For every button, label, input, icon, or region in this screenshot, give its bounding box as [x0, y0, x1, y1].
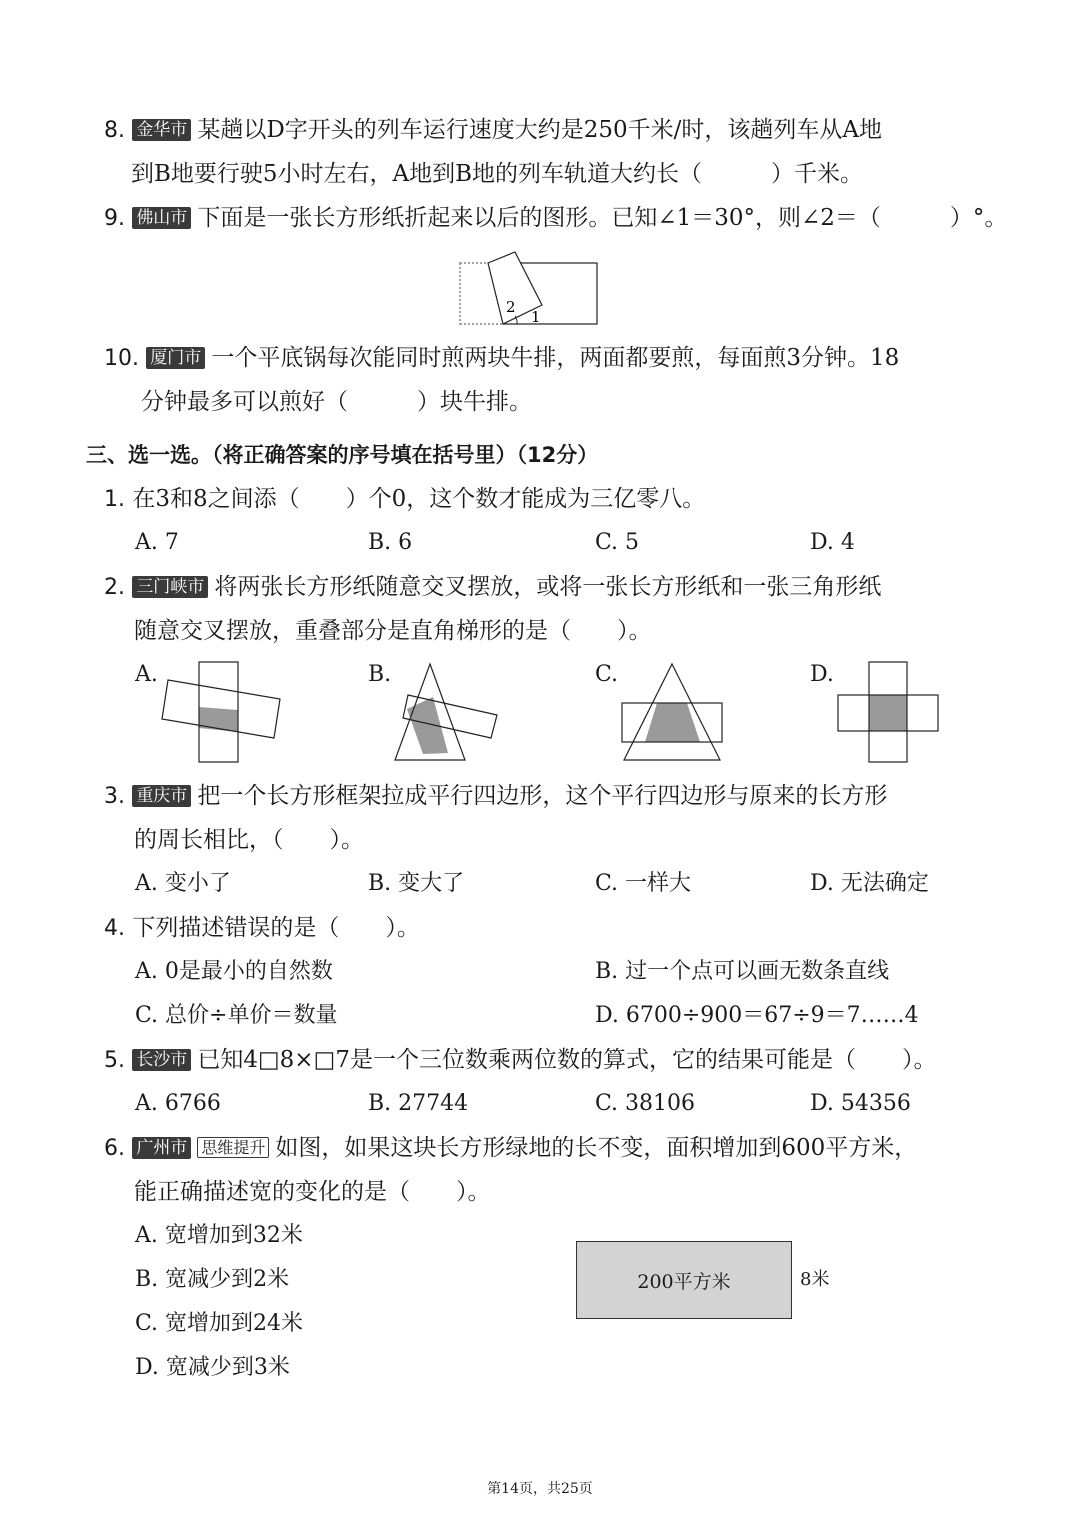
c3-option-d: D. 无法确定 — [810, 871, 929, 896]
c1-option-c: C. 5 — [595, 530, 640, 555]
c1-option-a: A. 7 — [135, 530, 179, 555]
page-footer: 第14页，共25页 — [487, 1481, 593, 1497]
angle-1-label: 1 — [531, 308, 541, 326]
c1-option-d: D. 4 — [810, 530, 855, 555]
region-tag: 佛山市 — [132, 207, 191, 229]
region-tag: 广州市 — [132, 1137, 191, 1159]
c5-option-c: C. 38106 — [595, 1091, 696, 1116]
region-tag: 长沙市 — [132, 1049, 191, 1071]
overlap-shade-d — [869, 695, 907, 731]
figure-c — [620, 662, 750, 762]
figure-b — [393, 662, 523, 762]
c4-option-a: A. 0是最小的自然数 — [135, 959, 333, 984]
area-label: 200平方米 — [637, 1270, 731, 1293]
q10-line1: 10. 厦门市 一个平底锅每次能同时煎两块牛排，两面都要煎，每面煎3分钟。18 — [104, 345, 900, 371]
c1-stem: 1. 在3和8之间添（ ）个0，这个数才能成为三亿零八。 — [104, 486, 706, 512]
c2-line2: 随意交叉摆放，重叠部分是直角梯形的是（ ）。 — [134, 618, 652, 644]
overlap-shade-b — [407, 697, 448, 754]
green-area-rect — [576, 1241, 792, 1319]
section-3-title: 三、选一选。（将正确答案的序号填在括号里）（12分） — [86, 443, 599, 467]
c6-option-c: C. 宽增加到24米 — [135, 1311, 304, 1336]
q9-line1: 9. 佛山市 下面是一张长方形纸折起来以后的图形。已知∠1＝30°，则∠2＝（ ）°。 — [104, 205, 1008, 231]
c5-option-a: A. 6766 — [135, 1091, 221, 1116]
width-label: 8米 — [800, 1269, 830, 1290]
c2-label-a: A. — [135, 662, 158, 687]
c4-option-d: D. 6700÷900＝67÷9＝7……4 — [595, 1003, 919, 1028]
c6-option-a: A. 宽增加到32米 — [135, 1223, 303, 1248]
c2-label-c: C. — [595, 662, 619, 687]
c6-option-b: B. 宽减少到2米 — [135, 1267, 290, 1292]
c5-option-d: D. 54356 — [810, 1091, 911, 1116]
c5-option-b: B. 27744 — [368, 1091, 469, 1116]
region-tag: 厦门市 — [146, 347, 205, 369]
folded-paper-figure — [455, 250, 615, 330]
region-tag: 重庆市 — [132, 785, 191, 807]
q8-line1: 8. 金华市 某趟以D字开头的列车运行速度大约是250千米/时，该趟列车从A地 — [104, 117, 883, 143]
c3-line2: 的周长相比，（ ）。 — [134, 827, 364, 853]
region-tag: 金华市 — [132, 119, 191, 141]
c4-stem: 4. 下列描述错误的是（ ）。 — [104, 915, 420, 941]
c6-line2: 能正确描述宽的变化的是（ ）。 — [134, 1179, 491, 1205]
overlap-shade-c — [645, 703, 700, 742]
c2-label-b: B. — [368, 662, 392, 687]
angle-2-label: 2 — [506, 298, 516, 316]
q10-line2: 分钟最多可以煎好（ ）块牛排。 — [141, 389, 532, 415]
c3-line1: 3. 重庆市 把一个长方形框架拉成平行四边形，这个平行四边形与原来的长方形 — [104, 783, 888, 809]
c4-option-b: B. 过一个点可以画无数条直线 — [595, 959, 890, 984]
q8-line2: 到B地要行驶5小时左右，A地到B地的列车轨道大约长（ ）千米。 — [131, 161, 864, 187]
c3-option-c: C. 一样大 — [595, 871, 692, 896]
c6-option-d: D. 宽减少到3米 — [135, 1355, 290, 1380]
c2-label-d: D. — [810, 662, 834, 687]
region-tag: 三门峡市 — [132, 576, 208, 598]
c2-line1: 2. 三门峡市 将两张长方形纸随意交叉摆放，或将一张长方形纸和一张三角形纸 — [104, 574, 882, 600]
c5-stem: 5. 长沙市 已知4□8×□7是一个三位数乘两位数的算式，它的结果可能是（ ）。 — [104, 1047, 937, 1073]
c4-option-c: C. 总价÷单价＝数量 — [135, 1003, 338, 1028]
c3-option-b: B. 变大了 — [368, 871, 465, 896]
c3-option-a: A. 变小了 — [135, 871, 231, 896]
thinking-tag: 思维提升 — [197, 1137, 269, 1158]
c6-line1: 6. 广州市 思维提升 如图，如果这块长方形绿地的长不变，面积增加到600平方米， — [104, 1135, 918, 1161]
figure-d — [836, 662, 966, 762]
c1-option-b: B. 6 — [368, 530, 413, 555]
figure-a — [160, 662, 290, 762]
